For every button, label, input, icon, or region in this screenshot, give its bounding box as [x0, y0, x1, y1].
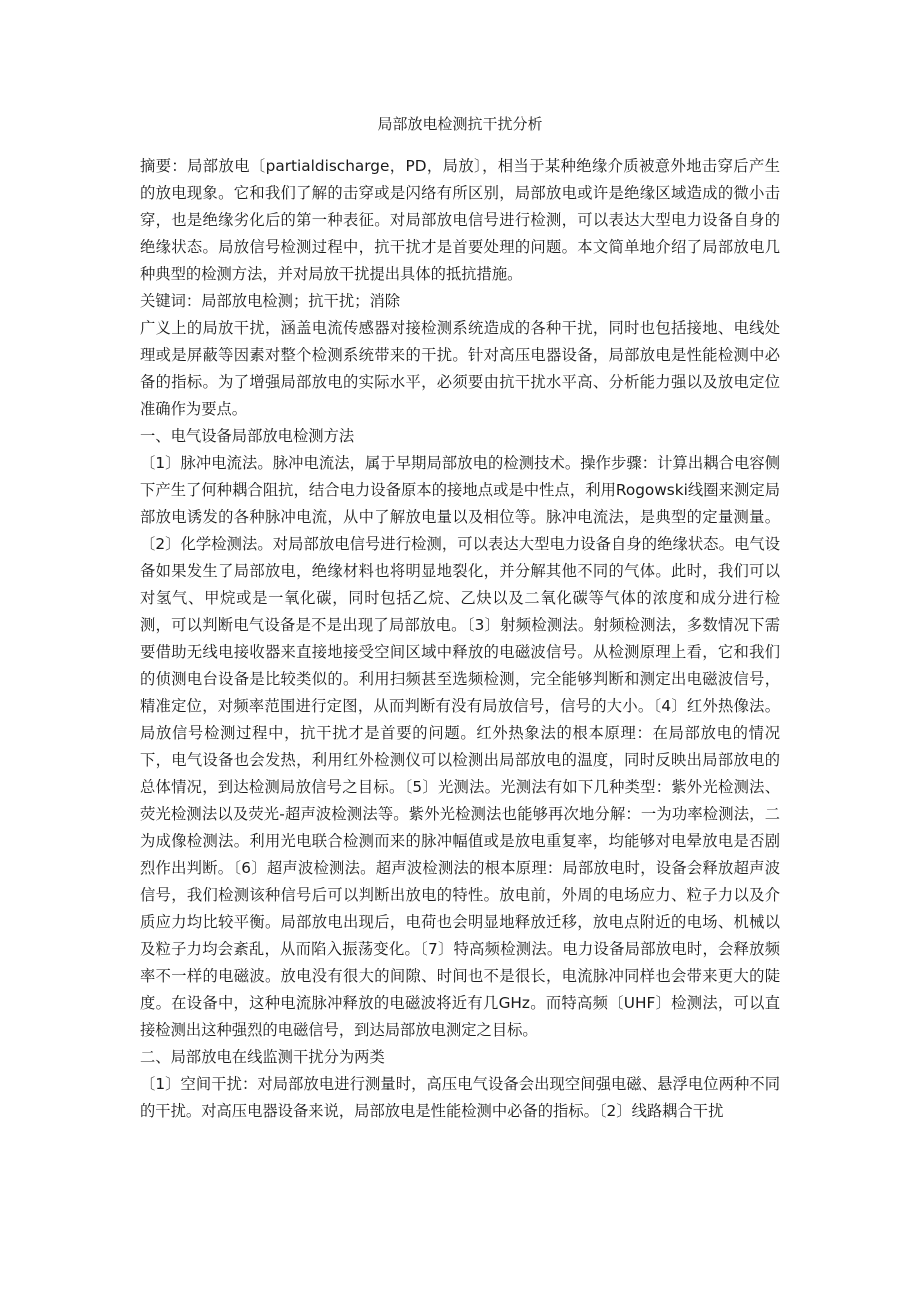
abstract-paragraph: 摘要：局部放电〔partialdischarge，PD，局放〕，相当于某种绝缘介质被意外地击穿后产生的放电现象。它和我们了解的击穿或是闪络有所区别，局部放电或许是绝缘区域造成的微小击穿，也是绝缘劣化后的第一种表征。对局部放电信号进行检测，可以表达大型电力设备自身的绝缘状态。局放信号检测过程中，抗干扰才是首要处理的问题。本文简单地介绍了局部放电几种典型的检测方法，并对局放干扰提出具体的抵抗措施。 [140, 157, 780, 283]
document-body [140, 153, 780, 1125]
section-heading-2: 二、局部放电在线监测干扰分为两类 [140, 1048, 385, 1066]
section-heading-1: 一、电气设备局部放电检测方法 [140, 427, 355, 445]
methods-paragraph: 〔1〕脉冲电流法。脉冲电流法，属于早期局部放电的检测技术。操作步骤：计算出耦合电容侧下产生了何种耦合阻抗，结合电力设备原本的接地点或是中性点，利用Rogowski线圈来测定局部放电诱发的各种脉冲电流，从中了解放电量以及相位等。脉冲电流法，是典型的定量测量。〔2〕化学检测法。对局部放电信号进行检测，可以表达大型电力设备自身的绝缘状态。电气设备如果发生了局部放电，绝缘材料也将明显地裂化，并分解其他不同的气体。此时，我们可以对氢气、甲烷或是一氧化碳，同时包括乙烷、乙炔以及二氧化碳等气体的浓度和成分进行检测，可以判断电气设备是不是出现了局部放电。〔3〕射频检测法。射频检测法，多数情况下需要借助无线电接收器来直接地接受空间区域中释放的电磁波信号。从检测原理上看，它和我们的侦测电台设备是比较类似的。利用扫频甚至选频检测，完全能够判断和测定出电磁波信号，精准定位，对频率范围进行定图，从而判断有没有局放信号，信号的大小。〔4〕红外热像法。局放信号检测过程中，抗干扰才是首要的问题。红外热象法的根本原理：在局部放电的情况下，电气设备也会发热，利用红外检测仪可以检测出局部放电的温度，同时反映出局部放电的总体情况，到达检测局放信号之目标。〔5〕光测法。光测法有如下几种类型：紫外光检测法、荧光检测法以及荧光-超声波检测法等。紫外光检测法也能够再次地分解：一为功率检测法，二为成像检测法。利用光电联合检测而来的脉冲幅值或是放电重复率，均能够对电晕放电是否剧烈作出判断。〔6〕超声波检测法。超声波检测法的根本原理：局部放电时，设备会释放超声波信号，我们检测该种信号后可以判断出放电的特性。放电前，外周的电场应力、粒子力以及介质应力均比较平衡。局部放电出现后，电荷也会明显地释放迁移，放电点附近的电场、机械以及粒子力均会紊乱，从而陷入振荡变化。〔7〕特高频检测法。电力设备局部放电时，会释放频率不一样的电磁波。放电没有很大的间隙、时间也不是很长，电流脉冲同样也会带来更大的陡度。在设备中，这种电流脉冲释放的电磁波将近有几GHz。而特高频〔UHF〕检测法，可以直接检测出这种强烈的电磁信号，到达局部放电测定之目标。 [140, 454, 780, 1039]
keywords-line: 关键词：局部放电检测；抗干扰；消除 [140, 292, 401, 310]
interference-paragraph: 〔1〕空间干扰：对局部放电进行测量时，高压电气设备会出现空间强电磁、悬浮电位两种不同的干扰。对高压电器设备来说，局部放电是性能检测中必备的指标。〔2〕线路耦合干扰 [140, 1075, 780, 1120]
intro-paragraph: 广义上的局放干扰，涵盖电流传感器对接检测系统造成的各种干扰，同时也包括接地、电线处理或是屏蔽等因素对整个检测系统带来的干扰。针对高压电器设备，局部放电是性能检测中必备的指标。为了增强局部放电的实际水平，必须要由抗干扰水平高、分析能力强以及放电定位准确作为要点。 [140, 319, 780, 418]
document-title: 局部放电检测抗干扰分析 [377, 115, 543, 133]
